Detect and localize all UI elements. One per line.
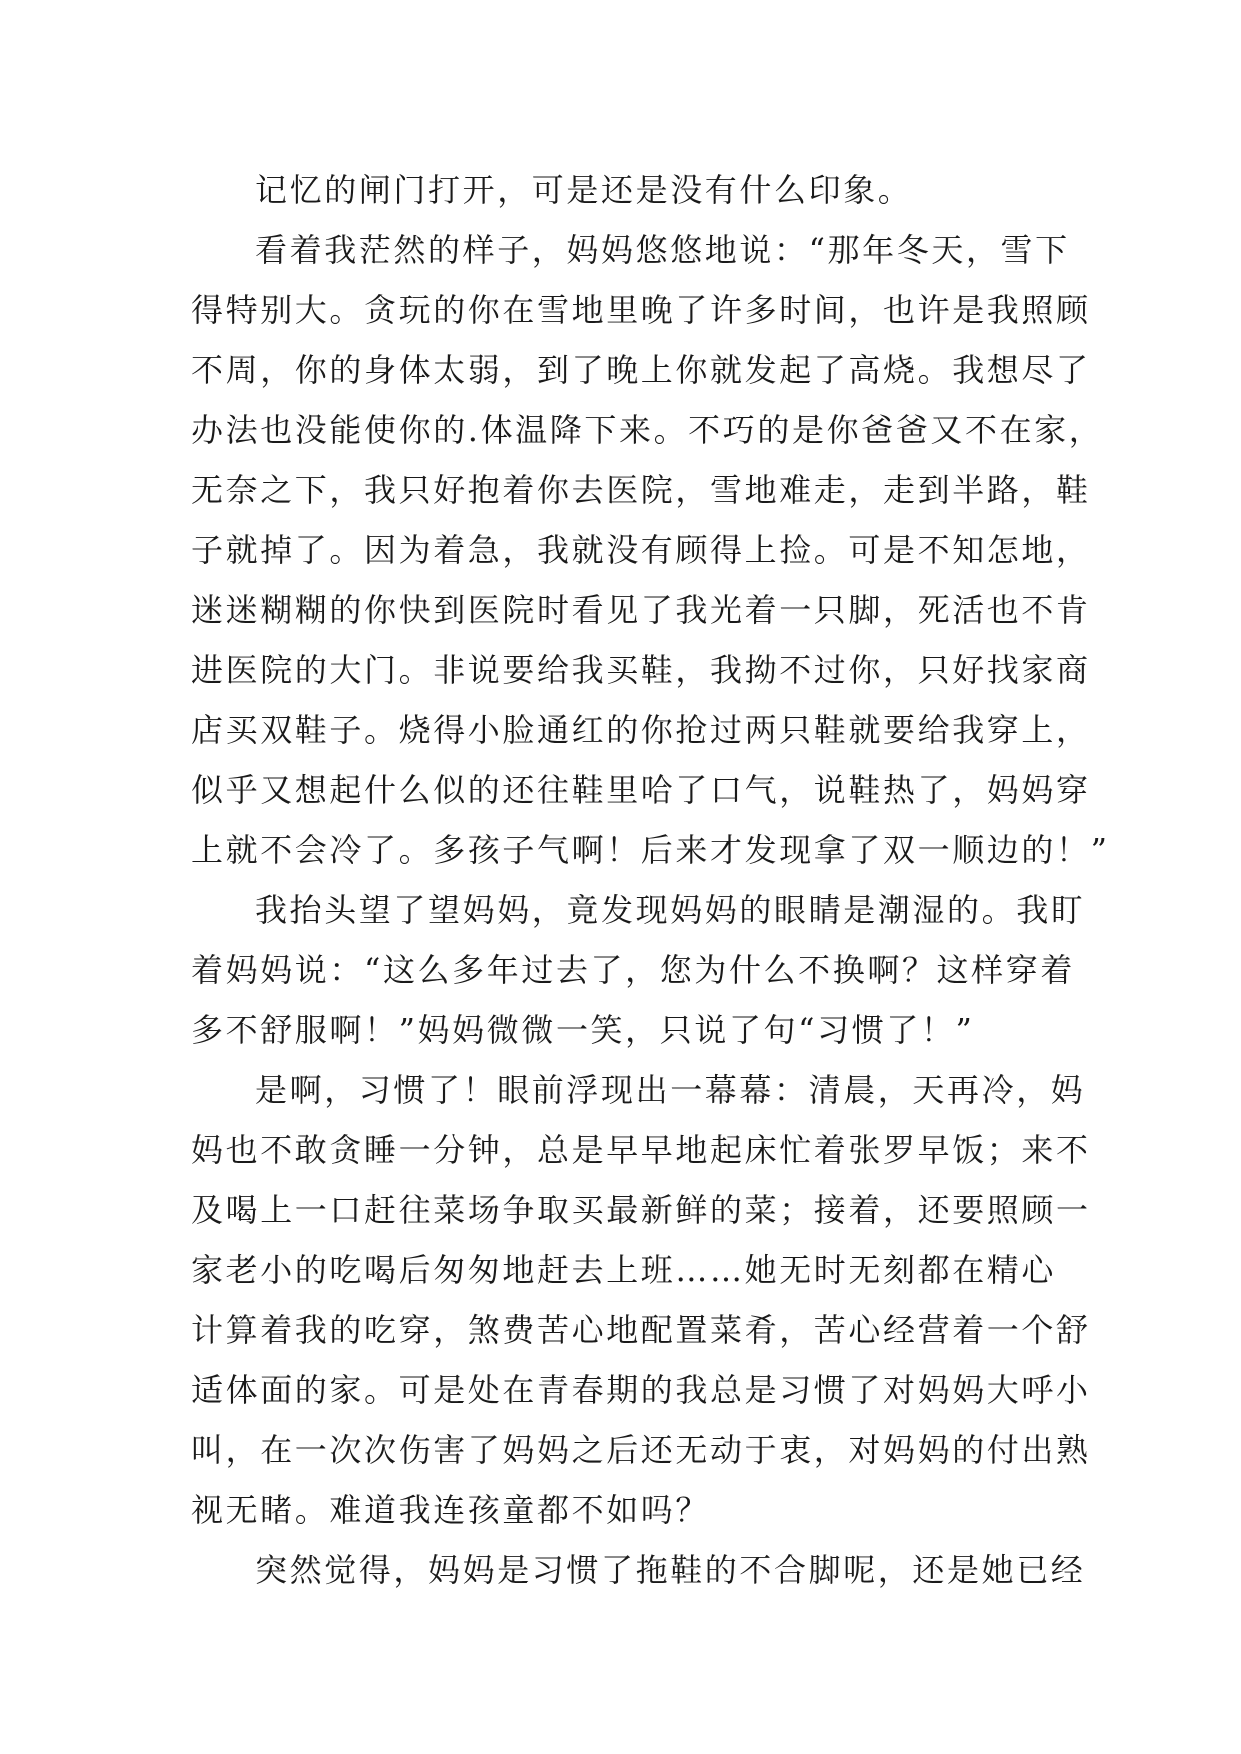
text-line: 店买双鞋子。烧得小脸通红的你抢过两只鞋就要给我穿上，: [191, 711, 1091, 749]
text-line: 似乎又想起什么似的还往鞋里哈了口气，说鞋热了，妈妈穿: [191, 771, 1091, 809]
text-line: 记忆的闸门打开，可是还是没有什么印象。: [255, 171, 913, 209]
text-line: 得特别大。贪玩的你在雪地里晚了许多时间，也许是我照顾: [191, 291, 1091, 329]
text-line: 视无睹。难道我连孩童都不如吗？: [191, 1491, 711, 1529]
text-line: 办法也没能使你的.体温降下来。不巧的是你爸爸又不在家，: [191, 411, 1104, 449]
text-line: 看着我茫然的样子，妈妈悠悠地说：“那年冬天，雪下: [255, 231, 1070, 269]
text-line: 上就不会冷了。多孩子气啊！后来才发现拿了双一顺边的！”: [191, 831, 1110, 869]
text-line: 我抬头望了望妈妈，竟发现妈妈的眼睛是潮湿的。我盯: [255, 891, 1086, 929]
document-body: [191, 160, 1110, 1600]
text-line: 是啊，习惯了！眼前浮现出一幕幕：清晨，天再冷，妈: [255, 1071, 1086, 1109]
text-line: 不周，你的身体太弱，到了晚上你就发起了高烧。我想尽了: [191, 351, 1091, 389]
text-line: 无奈之下，我只好抱着你去医院，雪地难走，走到半路，鞋: [191, 471, 1091, 509]
text-line: 适体面的家。可是处在青春期的我总是习惯了对妈妈大呼小: [191, 1371, 1091, 1409]
text-line: 家老小的吃喝后匆匆地赶去上班……她无时无刻都在精心: [191, 1251, 1057, 1289]
text-line: 及喝上一口赶往菜场争取买最新鲜的菜；接着，还要照顾一: [191, 1191, 1091, 1229]
text-line: 叫，在一次次伤害了妈妈之后还无动于衷，对妈妈的付出熟: [191, 1431, 1091, 1469]
text-line: 突然觉得，妈妈是习惯了拖鞋的不合脚呢，还是她已经: [255, 1551, 1086, 1589]
text-line: 多不舒服啊！”妈妈微微一笑，只说了句“习惯了！”: [191, 1011, 975, 1049]
text-line: 着妈妈说：“这么多年过去了，您为什么不换啊？这样穿着: [191, 951, 1075, 989]
text-line: 迷迷糊糊的你快到医院时看见了我光着一只脚，死活也不肯: [191, 591, 1091, 629]
text-line: 进医院的大门。非说要给我买鞋，我拗不过你，只好找家商: [191, 651, 1091, 689]
text-line: 子就掉了。因为着急，我就没有顾得上捡。可是不知怎地，: [191, 531, 1091, 569]
text-line: 妈也不敢贪睡一分钟，总是早早地起床忙着张罗早饭；来不: [191, 1131, 1091, 1169]
text-line: 计算着我的吃穿，煞费苦心地配置菜肴，苦心经营着一个舒: [191, 1311, 1091, 1349]
